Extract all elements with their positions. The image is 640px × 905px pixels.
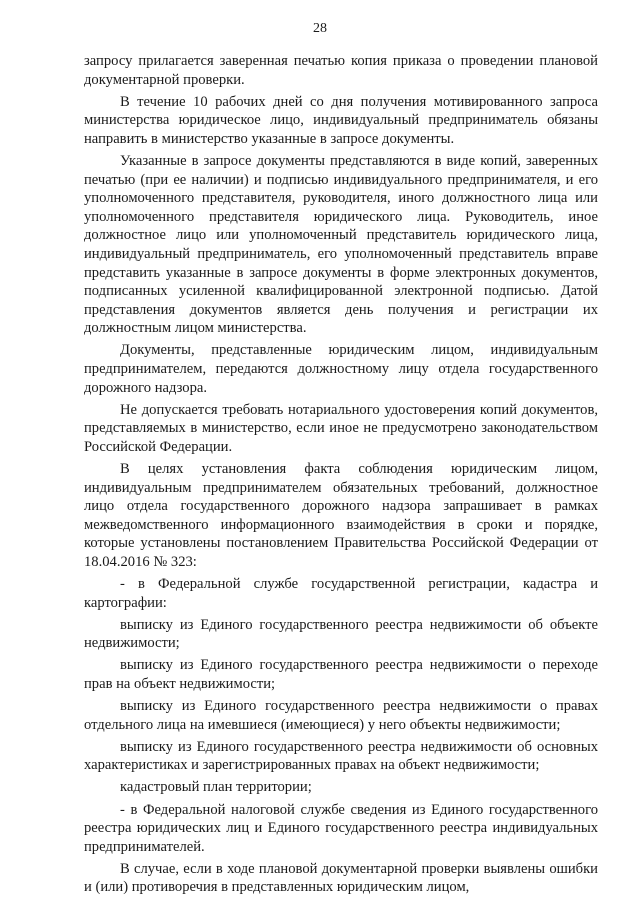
paragraph-13: - в Федеральной налоговой службе сведения из Единого государственного реестра юридических лиц и Единого государственного реестра индивидуальных предпринимателей. bbox=[84, 801, 598, 855]
paragraph-6: В целях установления факта соблюдения юридическим лицом, индивидуальным предпринимателем обязательных требований, должностное лицо отдела государственного дорожного надзора запрашивает в рамках межведомственного информационного взаимодействия в сроки и порядке, которые установлены постановлением Правительства Российской Федерации от 18.04.2016 № 323: bbox=[84, 460, 598, 570]
paragraph-5: Не допускается требовать нотариального удостоверения копий документов, представляемых в министерство, если иное не предусмотрено законодательством Российской Федерации. bbox=[84, 401, 598, 455]
paragraph-10: выписку из Единого государственного реестра недвижимости о правах отдельного лица на имевшиеся (имеющиеся) у него объекты недвижимости; bbox=[84, 698, 598, 733]
paragraph-3: Указанные в запросе документы представляются в виде копий, заверенных печатью (при ее наличии) и подписью индивидуального предпринимателя, и его уполномоченного представителя, руководителя, иного должностного лица или уполномоченного представителя юридического лица. Руководитель, иное должностное лицо или уполномоченный представитель юридического лица, индивидуальный предприниматель, его уполномоченный представитель вправе представить указанные в запросе документы в форме электронных документов, подписанных усиленной квалифицированной электронной подписью. Датой представления документов является день получения и регистрации их должностным лицом министерства. bbox=[84, 152, 598, 337]
paragraph-9: выписку из Единого государственного реестра недвижимости о переходе прав на объект недвижимости; bbox=[84, 657, 598, 692]
paragraph-11: выписку из Единого государственного реестра недвижимости об основных характеристиках и зарегистрированных правах на объект недвижимости; bbox=[84, 738, 598, 774]
paragraph-4: Документы, представленные юридическим лицом, индивидуальным предпринимателем, передаются должностному лицу отдела государственного дорожного надзора. bbox=[84, 342, 598, 396]
paragraph-12: кадастровый план территории; bbox=[120, 779, 312, 796]
page-number: 28 bbox=[313, 21, 327, 36]
paragraph-14: В случае, если в ходе плановой документарной проверки выявлены ошибки и (или) противоречия в представленных юридическим лицом, bbox=[84, 860, 598, 896]
paragraph-1: запросу прилагается заверенная печатью копия приказа о проведении плановой документарной проверки. bbox=[84, 53, 598, 88]
paragraph-2: В течение 10 рабочих дней со дня получения мотивированного запроса министерства юридическое лицо, индивидуальный предприниматель обязаны направить в министерство указанные в запросе документы. bbox=[84, 93, 598, 147]
paragraph-7: - в Федеральной службе государственной регистрации, кадастра и картографии: bbox=[84, 576, 598, 611]
document-body bbox=[84, 52, 598, 901]
paragraph-8: выписку из Единого государственного реестра недвижимости об объекте недвижимости; bbox=[84, 616, 598, 652]
